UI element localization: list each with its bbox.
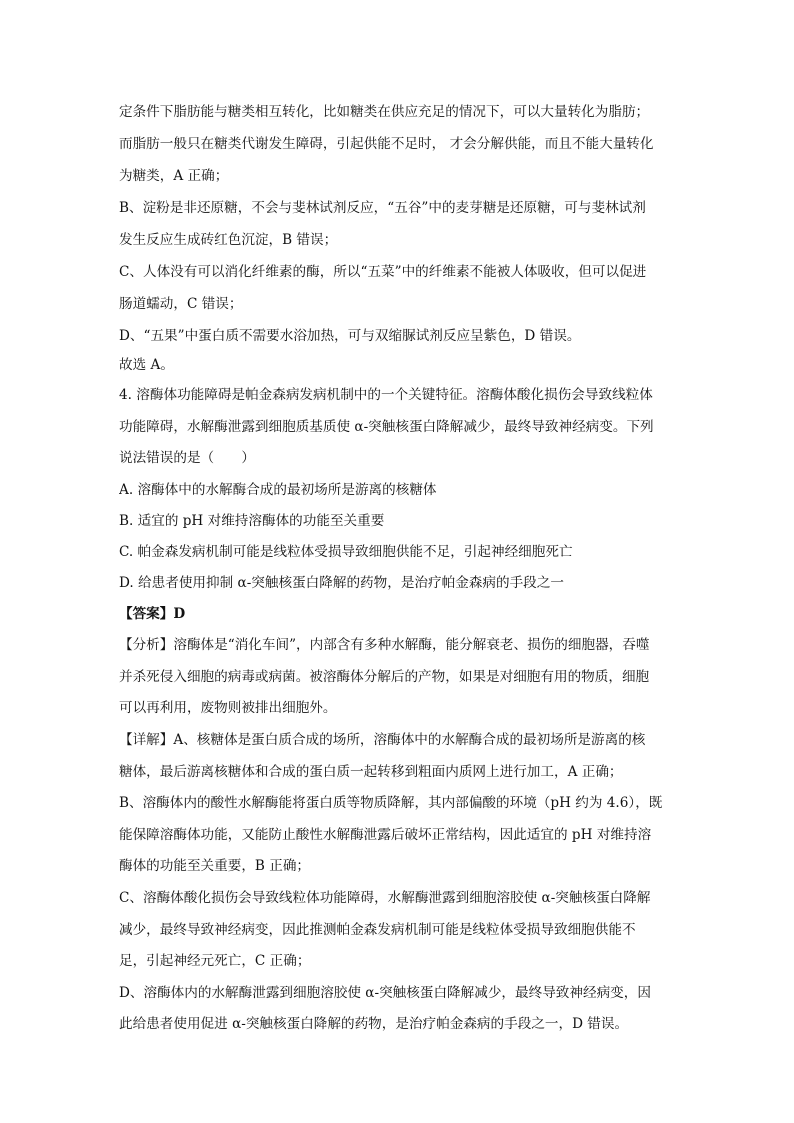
text-line: 可以再利用，废物则被排出细胞外。 <box>119 700 337 716</box>
text-line: 肠道蠕动，C 错误； <box>119 296 243 312</box>
text-line: 定条件下脂肪能与糖类相互转化，比如糖类在供应充足的情况下，可以大量转化为脂肪； <box>119 104 650 120</box>
text-line: 并杀死侵入细胞的病毒或病菌。被溶酶体分解后的产物，如果是对细胞有用的物质，细胞 <box>119 669 650 685</box>
text-line: C、溶酶体酸化损伤会导致线粒体功能障碍，水解酶泄露到细胞溶胶使 α-突触核蛋白降解 <box>119 890 651 906</box>
text-line: 发生反应生成砖红色沉淀，B 错误； <box>119 232 338 248</box>
text-line: 此给患者使用促进 α-突触核蛋白降解的药物，是治疗帕金森病的手段之一，D 错误。 <box>119 1016 629 1032</box>
answer-label: 【答案】D <box>119 606 186 622</box>
text-line: B、溶酶体内的酸性水解酶能将蛋白质等物质降解，其内部偏酸的环境（pH 约为 4.6），既 <box>119 795 663 811</box>
text-line: D、溶酶体内的水解酶泄露到细胞溶胶使 α-突触核蛋白降解减少，最终导致神经病变，因 <box>119 985 651 1001</box>
analysis-section: 【分析】溶酶体是“消化车间”，内部含有多种水解酶，能分解衰老、损伤的细胞器，吞噬 <box>119 637 650 653</box>
text-line: 能保障溶酶体功能，又能防止酸性水解酶泄露后破坏正常结构，因此适宜的 pH 对维持溶 <box>119 827 652 843</box>
text-line: 糖体，最后游离核糖体和合成的蛋白质一起转移到粗面内质网上进行加工，A 正确； <box>119 764 623 780</box>
option-d-explanation: D、“五果”中蛋白质不需要水浴加热，可与双缩脲试剂反应呈紫色，D 错误。 <box>119 328 581 344</box>
text-line: 减少，最终导致神经病变，因此推测帕金森发病机制可能是线粒体受损导致细胞供能不 <box>119 922 636 938</box>
text-line: 说法错误的是（ ） <box>119 450 255 466</box>
question-4-stem: 4. 溶酶体功能障碍是帕金森病发病机制中的一个关键特征。溶酶体酸化损伤会导致线粒体 <box>119 387 653 403</box>
answer-choice: 故选 A。 <box>119 357 174 373</box>
text-line: 而脂肪一般只在糖类代谢发生障碍，引起供能不足时， 才会分解供能，而且不能大量转化 <box>119 136 654 152</box>
text-line: 足，引起神经元死亡，C 正确； <box>119 953 311 969</box>
text-line: 功能障碍，水解酶泄露到细胞质基质使 α-突触核蛋白降解减少，最终导致神经病变。下列 <box>119 419 654 435</box>
detail-section: 【详解】A、核糖体是蛋白质合成的场所，溶酶体中的水解酶合成的最初场所是游离的核 <box>119 732 646 748</box>
option-c: C. 帕金森发病机制可能是线粒体受损导致细胞供能不足，引起神经细胞死亡 <box>119 544 573 560</box>
option-b: B. 适宜的 pH 对维持溶酶体的功能至关重要 <box>119 513 385 529</box>
option-c-explanation: C、人体没有可以消化纤维素的酶，所以“五菜”中的纤维素不能被人体吸收，但可以促进 <box>119 264 647 280</box>
option-d: D. 给患者使用抑制 α-突触核蛋白降解的药物，是治疗帕金森病的手段之一 <box>119 575 564 591</box>
text-line: 酶体的功能至关重要，B 正确； <box>119 858 311 874</box>
text-line: 为糖类，A 正确； <box>119 168 229 184</box>
option-a: A. 溶酶体中的水解酶合成的最初场所是游离的核糖体 <box>119 482 437 498</box>
option-b-explanation: B、淀粉是非还原糖，不会与斐林试剂反应，“五谷”中的麦芽糖是还原糖，可与斐林试剂 <box>119 200 646 216</box>
